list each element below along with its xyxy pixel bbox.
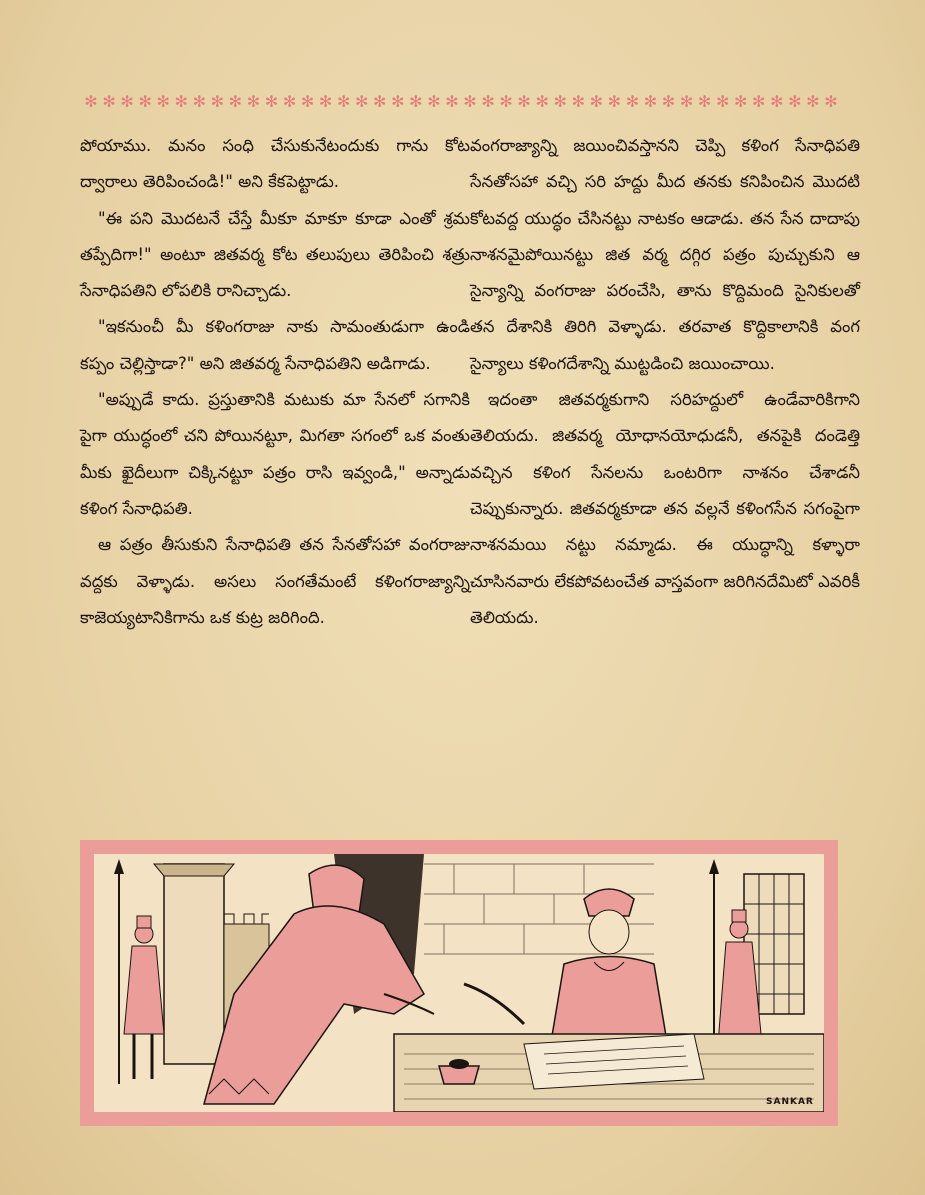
border-ornament-icon: ✻ [733, 91, 748, 111]
border-ornament-icon: ✻ [156, 91, 170, 111]
border-ornament-icon: ✻ [715, 91, 730, 111]
border-ornament-icon: ✻ [84, 91, 98, 111]
border-ornament-icon: ✻ [499, 91, 513, 111]
border-ornament-icon: ✻ [535, 91, 549, 111]
border-ornament-icon: ✻ [300, 91, 315, 111]
border-ornament-icon: ✻ [571, 91, 585, 111]
artist-signature: SANKAR [766, 1097, 814, 1107]
border-ornament-icon: ✻ [607, 91, 622, 111]
paragraph: ఆ పత్రం తీసుకుని సేనాధిపతి తన సేనతోసహా వంగరాజు వద్దకు వెళ్ళాడు. అసలు సంగతేమంటే కళింగరాజ్యాన్ని కాజెయ్యటానికిగాను ఒక కుట్ర జరిగింది. [80, 535, 470, 627]
border-ornament-icon: ✻ [445, 91, 459, 111]
inkpot-lid [449, 1059, 469, 1069]
border-ornament-icon: ✻ [697, 91, 712, 111]
border-ornament-icon: ✻ [770, 91, 784, 111]
pillar-capital [154, 864, 234, 876]
border-ornament-icon: ✻ [228, 91, 243, 111]
border-ornament-icon: ✻ [824, 91, 838, 111]
border-ornament-icon: ✻ [788, 91, 802, 111]
paragraph: "అప్పుడే కాదు. ప్రస్తుతానికి మటుకు మా సేనలో సగానికి పైగా యుద్ధంలో చని పోయినట్టూ, మిగతా సగంలో ఒక వంతు మీకు ఖైదీలుగా చిక్కినట్టూ పత్రం రాసి ఇవ్వండి," అన్నాడు కళింగ సేనాధిపతి. [80, 390, 470, 518]
border-ornament-icon: ✻ [120, 91, 134, 111]
paragraph: వంగరాజ్యాన్ని జయించివస్తానని చెప్పి కళింగ సేనాధిపతి సేనతోసహా వచ్చి సరి హద్దు మీద తనకు కనిపించిన మొదటి కోటవద్ద యుద్ధం చేసినట్టు నాటకం ఆడాడు. తన సేన దాదాపు నాశనమైపోయినట్టు జిత వర్మ దగ్గిర పత్రం పుచ్చుకుని ఆ సైన్యాన్ని వంగరాజు పరంచేసి, తాను కొద్దిమంది సైనికులతో తన దేశానికి తిరిగి వెళ్ళాడు. తరవాత కొద్దికాలానికి వంగ సైన్యాలు కళింగదేశాన్ని ముట్టడించి జయించాయి. [470, 136, 860, 373]
border-ornament-icon: ✻ [102, 91, 116, 111]
border-ornament-icon: ✻ [481, 91, 495, 111]
border-ornament-icon: ✻ [427, 91, 441, 111]
border-ornament-icon: ✻ [589, 91, 604, 111]
paragraph: ఇదంతా జితవర్మకుగాని సరిహద్దులో ఉండేవారికిగాని తెలియదు. జితవర్మ యోధానయోధుడనీ, తనపైకి దండెత్తి వచ్చిన కళింగ సేనలను ఒంటరిగా నాశనం చేశాడనీ చెప్పుకున్నారు. జితవర్మకూడా తన వల్లనే కళింగసేన సగంపైగా నాశనమయి నట్టు నమ్మాడు. ఈ యుద్ధాన్ని కళ్ళారా చూసినవారు లేకపోవటంచేత వాస్తవంగా జరిగినదేమిటో ఎవరికీ తెలియదు. [470, 390, 860, 627]
border-ornament-icon: ✻ [192, 91, 206, 111]
border-ornament-icon: ✻ [517, 91, 531, 111]
border-ornament-icon: ✻ [806, 91, 820, 111]
border-ornament-icon: ✻ [373, 91, 387, 111]
left-text-column [80, 128, 470, 636]
border-ornament-icon: ✻ [318, 91, 333, 111]
border-ornament-icon: ✻ [210, 91, 225, 111]
paragraph: "ఈ పని మొదటనే చేస్తే మీకూ మాకూ కూడా ఎంతో శ్రమ తప్పేదిగా!" అంటూ జితవర్మ కోట తలుపులు తెరిపించి శత్రు సేనాధిపతిని లోపలికి రానిచ్చాడు. [80, 208, 470, 301]
illustration-drawing [94, 854, 824, 1112]
decorative-border-strip [82, 88, 840, 114]
border-ornament-icon: ✻ [679, 91, 694, 111]
border-ornament-icon: ✻ [752, 91, 766, 111]
border-ornament-icon: ✻ [661, 91, 676, 111]
border-ornament-icon: ✻ [643, 91, 658, 111]
border-ornament-icon: ✻ [336, 91, 351, 111]
paragraph: "ఇకనుంచీ మీ కళింగరాజు నాకు సామంతుడుగా ఉండి కప్పం చెల్లిస్తాడా?" అని జితవర్మ సేనాధిపతిని అడిగాడు. [80, 317, 470, 373]
paragraph: పోయాము. మనం సంధి చేసుకునేటందుకు గాను కోట ద్వారాలు తెరిపించండి!" అని కేకపెట్టాడు. [80, 136, 470, 192]
border-ornament-icon: ✻ [409, 91, 423, 111]
border-ornament-icon: ✻ [282, 91, 297, 111]
left-pillar [164, 864, 224, 1064]
border-ornament-icon: ✻ [625, 91, 640, 111]
border-ornament-icon: ✻ [463, 91, 477, 111]
border-ornament-icon: ✻ [174, 91, 188, 111]
border-ornament-icon: ✻ [138, 91, 152, 111]
border-ornament-icon: ✻ [553, 91, 567, 111]
border-ornament-icon: ✻ [391, 91, 405, 111]
right-text-column [470, 128, 860, 636]
border-ornament-icon: ✻ [355, 91, 369, 111]
parchment-scroll [524, 1034, 704, 1089]
border-ornament-icon: ✻ [264, 91, 279, 111]
border-ornament-icon: ✻ [246, 91, 261, 111]
story-illustration [80, 840, 838, 1126]
